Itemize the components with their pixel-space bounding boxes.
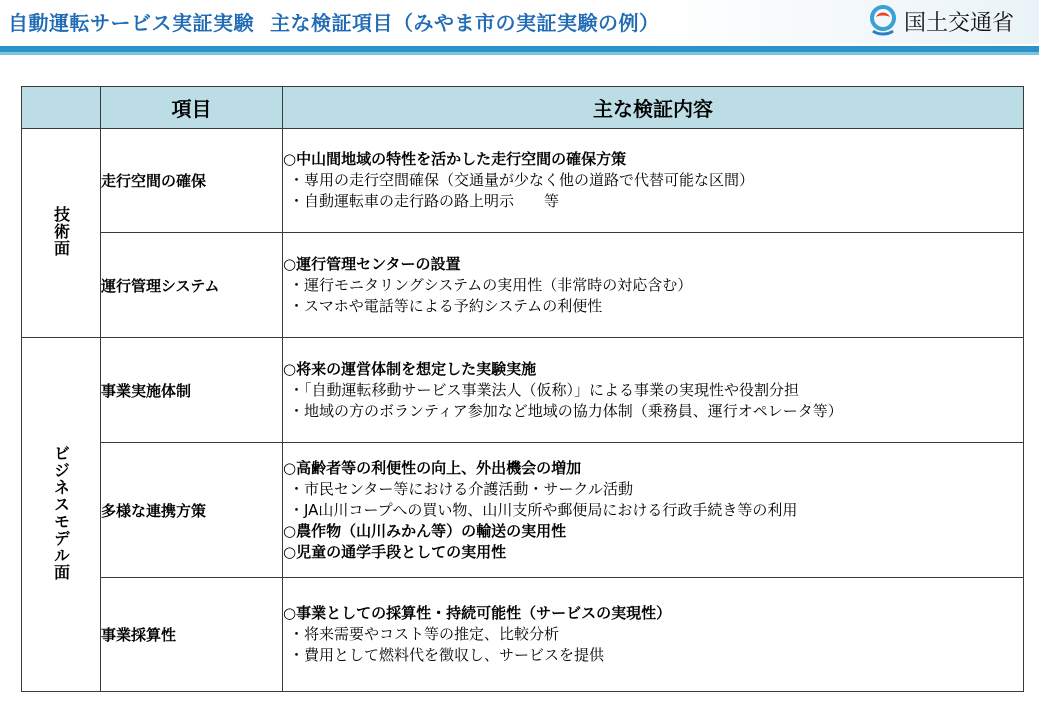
content-line: ・運行モニタリングシステムの実用性（非常時の対応含む） (289, 275, 693, 294)
content-heading: ○農作物（山川みかん等）の輸送の実用性 (283, 521, 567, 540)
item-name: 事業採算性 (101, 578, 283, 692)
table-row (22, 578, 1024, 692)
item-name: 走行空間の確保 (101, 129, 283, 233)
item-content (283, 233, 1024, 338)
table-row (22, 338, 1024, 443)
content-line: ・市民センター等における介護活動・サークル活動 (289, 479, 633, 498)
header-item: 項目 (101, 87, 283, 129)
content-heading: ○中山間地域の特性を活かした走行空間の確保方策 (283, 150, 627, 168)
content-heading: ○児童の通学手段としての実用性 (283, 542, 507, 561)
header-rule-light (0, 52, 1039, 55)
verification-table (21, 86, 1024, 692)
item-name: 多様な連携方策 (101, 443, 283, 578)
page-title-sub: 主な検証項目（みやま市の実証実験の例） (270, 11, 660, 35)
header-content: 主な検証内容 (283, 87, 1024, 129)
category-label: ビジネスモデル面 (51, 444, 71, 581)
content-line: ・JA山川コープへの買い物、山川支所や郵便局における行政手続き等の利用 (289, 500, 798, 519)
category-technical (22, 129, 101, 338)
content-line: ・地域の方のボランティア参加など地域の協力体制（乗務員、運行オペレータ等） (289, 401, 843, 420)
item-content (283, 129, 1024, 233)
header-blank-cell (22, 87, 101, 129)
category-business (22, 338, 101, 692)
content-heading: ○高齢者等の利便性の向上、外出機会の増加 (283, 458, 582, 477)
title-bar (0, 0, 1039, 44)
ministry-name: 国土交通省 (904, 10, 1015, 36)
content-line: ・専用の走行空間確保（交通量が少なく他の道路で代替可能な区間） (289, 171, 755, 189)
table-row (22, 233, 1024, 338)
ministry-logo (868, 4, 1014, 38)
category-label: 技術面 (51, 205, 71, 257)
table-row (22, 129, 1024, 233)
content-line: ・スマホや電話等による予約システムの利便性 (289, 296, 603, 315)
content-heading: ○将来の運営体制を想定した実験実施 (283, 359, 537, 378)
item-name: 運行管理システム (101, 233, 283, 338)
content-line: ・自動運転車の走行路の路上明示 等 (289, 192, 560, 210)
content-heading: ○運行管理センターの設置 (283, 254, 461, 273)
item-content (283, 443, 1024, 578)
content-line: ・費用として燃料代を徴収し、サービスを提供 (289, 646, 605, 664)
content-line: ・将来需要やコスト等の推定、比較分析 (289, 625, 560, 643)
content-line: ・「自動運転移動サービス事業法人（仮称）」による事業の実現性や役割分担 (289, 380, 800, 399)
item-content (283, 578, 1024, 692)
table-header-row (22, 87, 1024, 129)
page-title-main: 自動運転サービス実証実験 (8, 11, 254, 35)
item-content (283, 338, 1024, 443)
item-name: 事業実施体制 (101, 338, 283, 443)
page-title (8, 7, 660, 36)
table-row (22, 443, 1024, 578)
mlit-logo-icon (868, 5, 898, 37)
content-heading: ○事業としての採算性・持続可能性（サービスの実現性） (283, 604, 672, 622)
